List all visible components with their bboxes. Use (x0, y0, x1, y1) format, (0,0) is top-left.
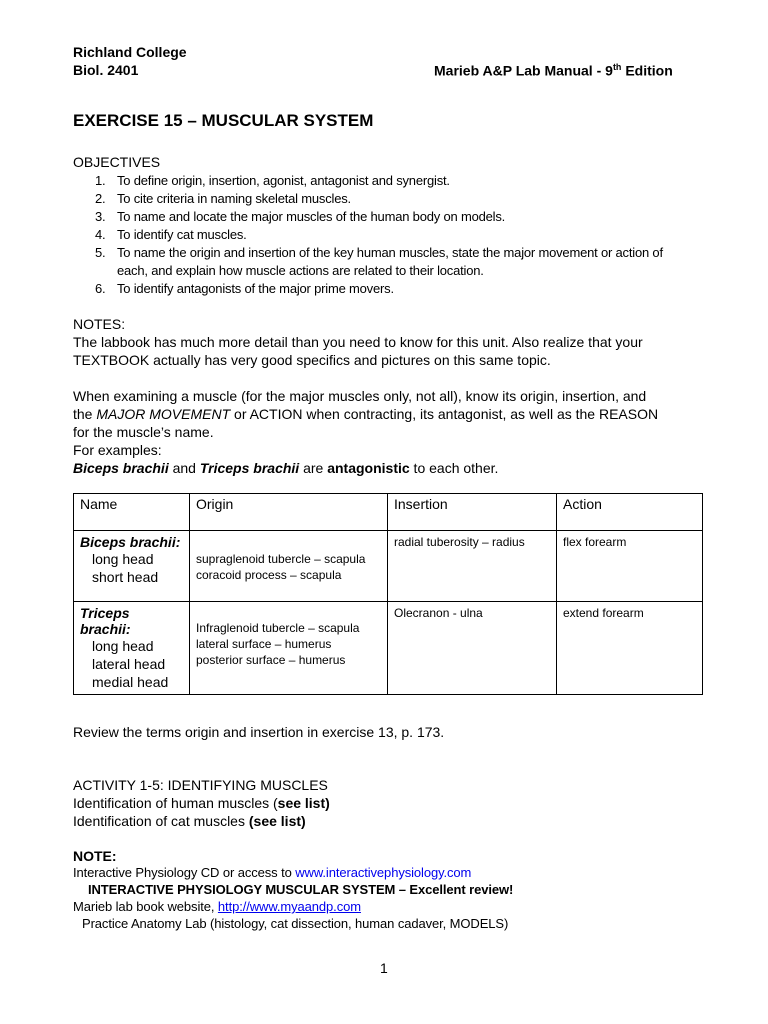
action-cell: flex forearm (563, 535, 627, 549)
notes-section (73, 315, 693, 369)
objectives-heading: OBJECTIVES (73, 154, 161, 170)
muscle-head: lateral head (92, 656, 166, 672)
objective-num: 6. (95, 281, 106, 296)
objective-item (73, 208, 713, 226)
muscle-table (73, 493, 703, 695)
header-action: Action (563, 496, 602, 512)
table-header-row (74, 494, 703, 531)
muscle-head: long head (92, 638, 154, 654)
header-origin: Origin (196, 496, 234, 512)
objectives-list (73, 172, 713, 298)
table-cell (557, 602, 703, 695)
table-cell (557, 531, 703, 602)
examining-line: For examples: (73, 442, 162, 458)
college-name: Richland College (73, 44, 187, 60)
muscle-name: Biceps brachii: (80, 534, 181, 550)
examining-section (73, 387, 693, 477)
table-cell (74, 531, 190, 602)
activity-line (73, 812, 693, 830)
example-text: and (168, 460, 200, 476)
note-line: INTERACTIVE PHYSIOLOGY MUSCULAR SYSTEM – Excellent review! (88, 882, 514, 897)
activity-text: Identification of cat muscles (73, 813, 249, 829)
activity-line (73, 794, 693, 812)
header-insertion: Insertion (394, 496, 448, 512)
muscle-head: short head (92, 569, 159, 585)
objective-text: To name the origin and insertion of the key human muscles, state the major movement or action of each, and explain how muscle actions are related to their location. (117, 245, 663, 278)
objective-num: 2. (95, 191, 106, 206)
note-text: Marieb lab book website, (73, 899, 218, 914)
table-header-cell (557, 494, 703, 531)
myaandp-link[interactable]: http://www.myaandp.com (217, 899, 361, 914)
see-list-label: (see list) (248, 813, 306, 829)
table-header-cell (388, 494, 557, 531)
note-text: Interactive Physiology CD or access to (73, 865, 296, 880)
muscle-name: Triceps brachii (199, 460, 300, 476)
manual-sup: th (612, 62, 622, 72)
examining-text: the (73, 406, 97, 422)
muscle-cell (74, 602, 189, 694)
objective-item (73, 190, 713, 208)
muscle-head: long head (92, 551, 154, 567)
table-cell (190, 602, 388, 695)
origin-line: Infraglenoid tubercle – scapula (196, 621, 360, 635)
see-list-label: see list) (277, 795, 330, 811)
notes-heading: NOTES: (73, 316, 126, 332)
objective-item (73, 172, 713, 190)
activity-text: Identification of human muscles ( (73, 795, 278, 811)
course-code: Biol. 2401 (73, 62, 139, 78)
notes-line: The labbook has much more detail than you need to know for this unit. Also realize that your (73, 334, 643, 350)
note-heading: NOTE: (73, 848, 117, 864)
origin-line: posterior surface – humerus (196, 653, 346, 667)
muscle-name: Triceps brachii: (80, 605, 131, 637)
muscle-name: Biceps brachii (73, 460, 169, 476)
major-movement-emphasis: MAJOR MOVEMENT (96, 406, 231, 422)
activity-section (73, 776, 693, 830)
examining-text: or ACTION when contracting, its antagonist, as well as the REASON (230, 406, 659, 422)
examining-line: When examining a muscle (for the major muscles only, not all), know its origin, insertion, and (73, 388, 647, 404)
muscle-head: medial head (92, 674, 169, 690)
lab-manual-edition (434, 62, 673, 79)
examining-line: for the muscle’s name. (73, 424, 214, 440)
objective-num: 5. (95, 245, 106, 260)
table-cell (388, 531, 557, 602)
objective-text: To define origin, insertion, agonist, antagonist and synergist. (117, 173, 450, 188)
manual-prefix: Marieb A&P Lab Manual - 9 (434, 62, 613, 79)
objective-text: To name and locate the major muscles of the human body on models. (117, 209, 506, 224)
table-cell (190, 531, 388, 602)
origin-cell (190, 602, 387, 671)
origin-line: coracoid process – scapula (196, 568, 342, 582)
table-cell (74, 602, 190, 695)
objective-item (73, 280, 713, 298)
insertion-cell: Olecranon - ulna (394, 606, 483, 620)
objective-text: To identify cat muscles. (117, 227, 247, 242)
origin-cell (190, 531, 387, 586)
objective-text: To cite criteria in naming skeletal muscles. (117, 191, 351, 206)
example-text: are (299, 460, 328, 476)
note-line (73, 865, 471, 880)
interactive-physiology-link[interactable]: www.interactivephysiology.com (295, 865, 472, 880)
objective-text: To identify antagonists of the major prime movers. (117, 281, 394, 296)
example-sentence (73, 459, 693, 477)
origin-line: supraglenoid tubercle – scapula (196, 552, 366, 566)
table-header-cell (74, 494, 190, 531)
table-cell (388, 602, 557, 695)
note-line (73, 899, 361, 914)
objective-num: 3. (95, 209, 106, 224)
notes-line: TEXTBOOK actually has very good specifics and pictures on this same topic. (73, 352, 551, 368)
manual-suffix: Edition (621, 62, 673, 79)
table-header-cell (190, 494, 388, 531)
table-row (74, 531, 703, 602)
page-title: EXERCISE 15 – MUSCULAR SYSTEM (73, 111, 374, 130)
example-text: to each other. (409, 460, 499, 476)
table-row (74, 602, 703, 695)
page-number: 1 (380, 960, 388, 976)
objective-num: 1. (95, 173, 106, 188)
note-line: Practice Anatomy Lab (histology, cat dissection, human cadaver, MODELS) (82, 916, 509, 931)
muscle-cell (74, 531, 189, 589)
insertion-cell: radial tuberosity – radius (394, 535, 525, 549)
examining-line (73, 405, 693, 423)
activity-heading: ACTIVITY 1-5: IDENTIFYING MUSCLES (73, 777, 328, 793)
antagonistic-term: antagonistic (327, 460, 410, 476)
objective-item (73, 244, 692, 280)
action-cell: extend forearm (563, 606, 644, 620)
objective-num: 4. (95, 227, 106, 242)
objective-item (73, 226, 713, 244)
review-note: Review the terms origin and insertion in exercise 13, p. 173. (73, 724, 445, 740)
origin-line: lateral surface – humerus (196, 637, 332, 651)
header-name: Name (80, 496, 118, 512)
